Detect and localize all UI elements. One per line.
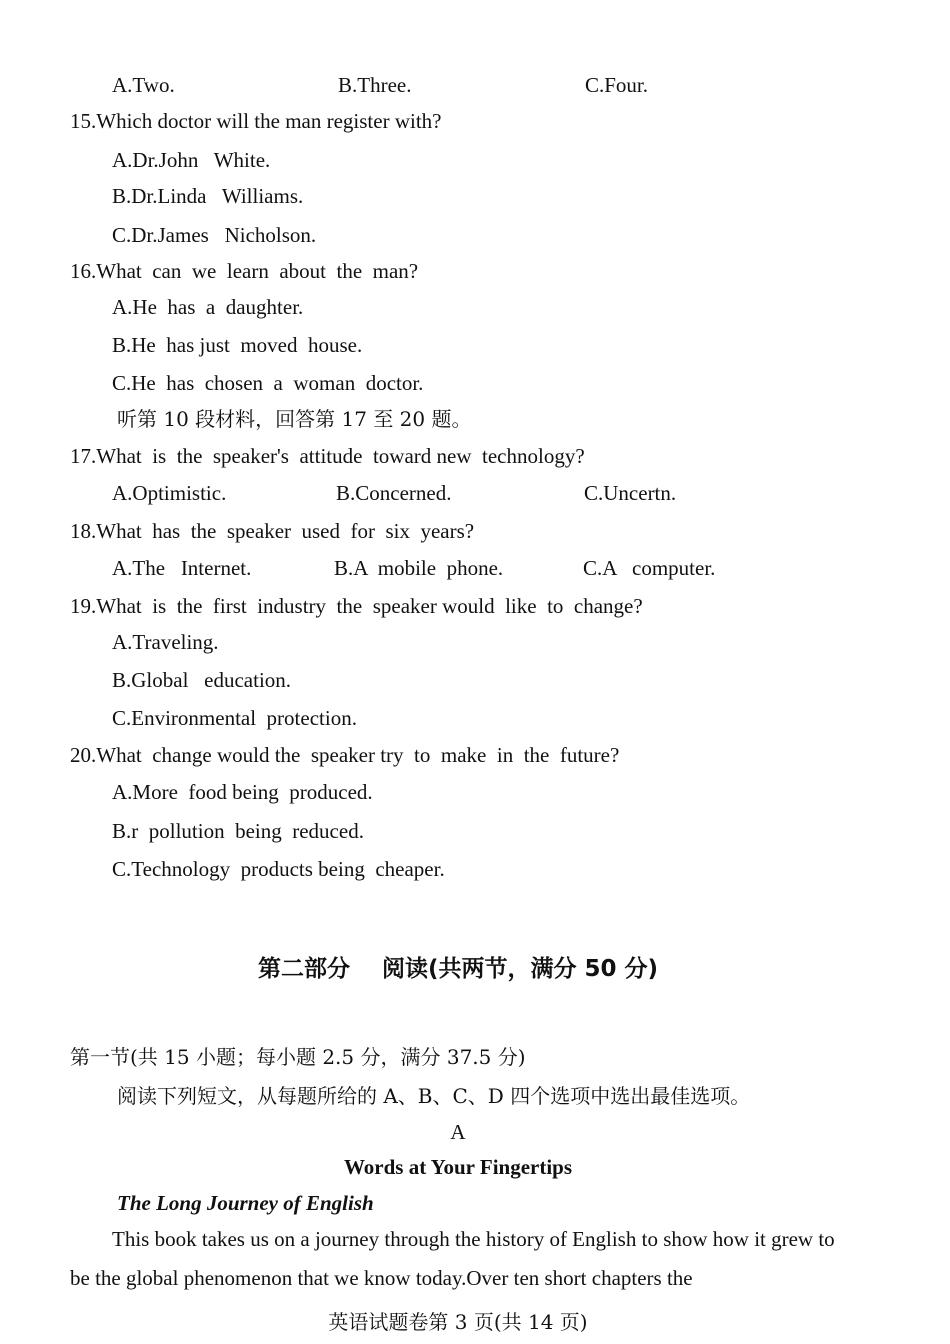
q20-option-a: A.More food being produced. xyxy=(112,780,373,804)
q18-option-b: B.A mobile phone. xyxy=(334,556,504,580)
q15-question: 15.Which doctor will the man register with? xyxy=(70,109,442,133)
q15-option-a: A.Dr.John White. xyxy=(112,148,271,172)
listening-instruction: 听第 10 段材料，回答第 17 至 20 题。 xyxy=(117,407,472,431)
q18-question: 18.What has the speaker used for six years? xyxy=(70,519,475,543)
q17-option-b: B.Concerned. xyxy=(336,481,452,505)
q16-option-c: C.He has chosen a woman doctor. xyxy=(112,371,424,395)
q14-option-b: B.Three. xyxy=(338,73,412,97)
book-description: This book takes us on a journey through the history of English to show how it grew to be the global phenomenon that we know today.Over ten short chapters the xyxy=(70,1227,835,1290)
book-title: The Long Journey of English xyxy=(117,1191,374,1215)
q19-question: 19.What is the first industry the speaker would like to change? xyxy=(70,594,643,618)
passage-title: Words at Your Fingertips xyxy=(343,1155,573,1179)
q17-option-c: C.Uncertn. xyxy=(584,481,677,505)
q17-option-a: A.Optimistic. xyxy=(112,481,227,505)
q15-option-b: B.Dr.Linda Williams. xyxy=(112,184,304,208)
q16-option-a: A.He has a daughter. xyxy=(112,295,304,319)
q20-option-c: C.Technology products being cheaper. xyxy=(112,857,445,881)
q15-option-c: C.Dr.James Nicholson. xyxy=(112,223,317,247)
q14-option-a: A.Two. xyxy=(112,73,175,97)
q18-option-a: A.The Internet. xyxy=(112,556,252,580)
q16-question: 16.What can we learn about the man? xyxy=(70,259,419,283)
q19-option-b: B.Global education. xyxy=(112,668,292,692)
q19-option-c: C.Environmental protection. xyxy=(112,706,357,730)
q18-option-c: C.A computer. xyxy=(583,556,716,580)
q14-option-c: C.Four. xyxy=(585,73,649,97)
q20-option-b: B.r pollution being reduced. xyxy=(112,819,364,843)
q20-question: 20.What change would the speaker try to make in the future? xyxy=(70,743,620,767)
q17-question: 17.What is the speaker's attitude toward new technology? xyxy=(70,444,585,468)
section1-instruction: 阅读下列短文，从每题所给的 A、B、C、D 四个选项中选出最佳选项。 xyxy=(117,1084,751,1108)
section1-title: 第一节(共 15 小题；每小题 2.5 分，满分 37.5 分) xyxy=(70,1045,526,1069)
page-footer: 英语试题卷第 3 页(共 14 页) xyxy=(328,1310,588,1334)
passage-letter: A xyxy=(450,1120,466,1144)
q19-option-a: A.Traveling. xyxy=(112,630,219,654)
part2-title: 第二部分 阅读(共两节，满分 50 分) xyxy=(257,956,659,982)
q16-option-b: B.He has just moved house. xyxy=(112,333,363,357)
